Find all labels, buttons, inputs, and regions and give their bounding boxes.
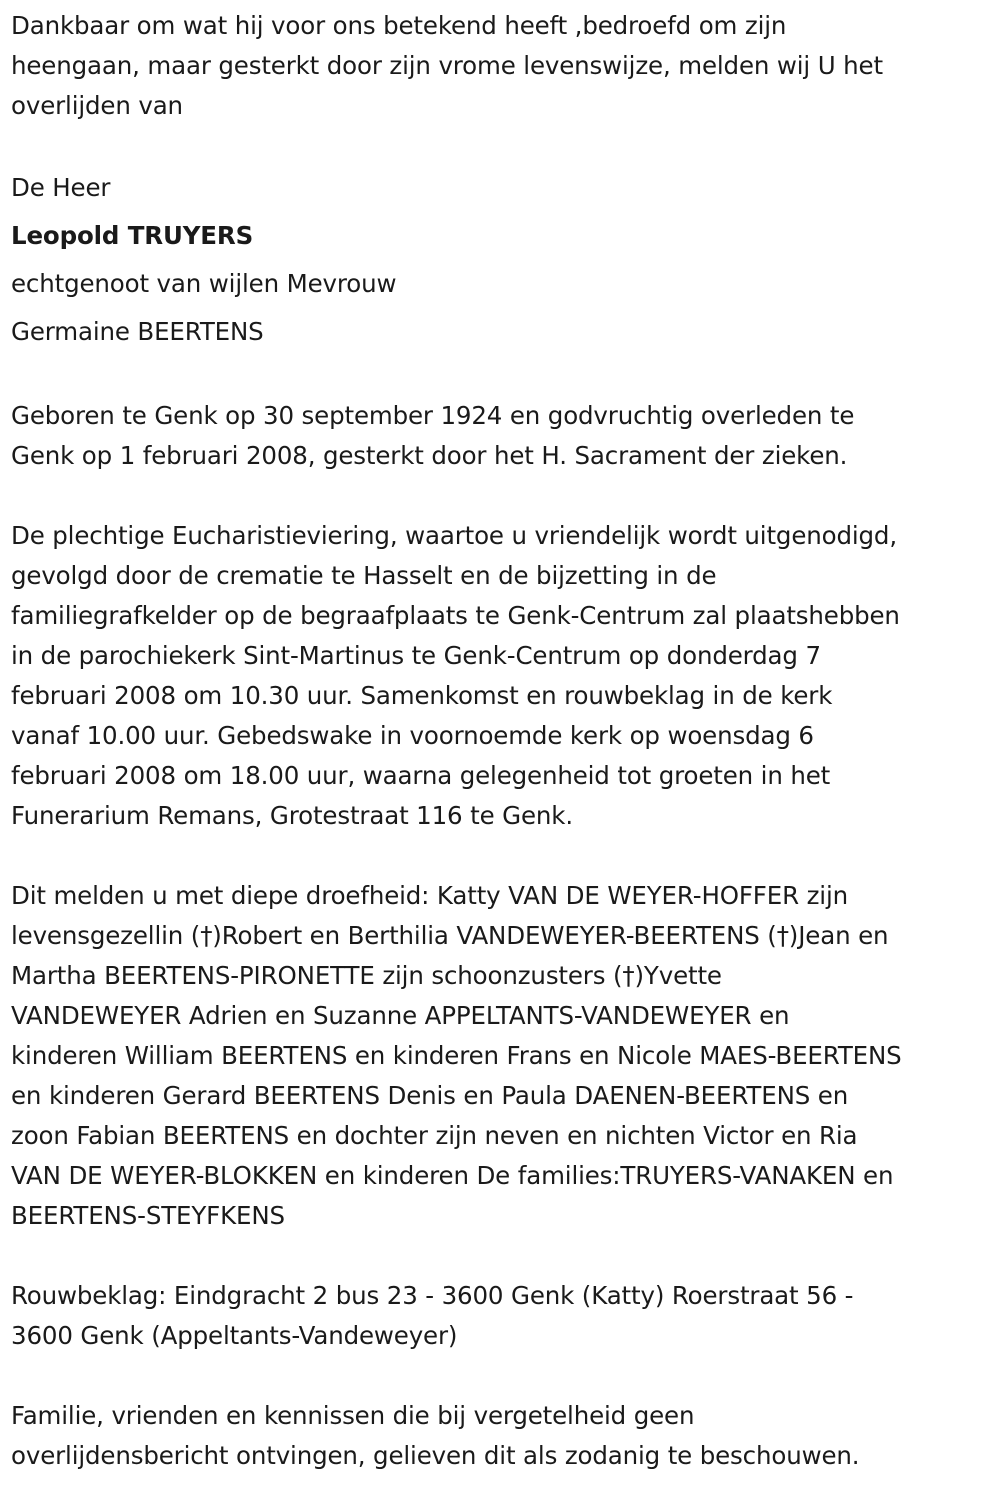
family-line: Dit melden u met diepe droefheid: Katty VAN DE WEYER-HOFFER zijn [11,881,848,910]
ceremony-line: in de parochiekerk Sint-Martinus te Genk-Centrum op donderdag 7 [11,641,821,670]
family-line: VAN DE WEYER-BLOKKEN en kinderen De families:TRUYERS-VANAKEN en [11,1161,894,1190]
family-line: Martha BEERTENS-PIRONETTE zijn schoonzusters (†)Yvette [11,961,722,990]
intro-line: overlijden van [11,91,183,120]
ceremony-line: vanaf 10.00 uur. Gebedswake in voornoemde kerk op woensdag 6 [11,721,814,750]
ceremony-line: februari 2008 om 18.00 uur, waarna gelegenheid tot groeten in het [11,761,831,790]
family-line: BEERTENS-STEYFKENS [11,1201,285,1230]
spouse-line: echtgenoot van wijlen Mevrouw [11,269,397,298]
closing-line: Familie, vrienden en kennissen die bij vergetelheid geen [11,1401,695,1430]
birth-death-line: Geboren te Genk op 30 september 1924 en godvruchtig overleden te [11,401,855,430]
ceremony-paragraph [11,516,989,836]
condolences-line: Rouwbeklag: Eindgracht 2 bus 23 - 3600 Genk (Katty) Roerstraat 56 - [11,1281,854,1310]
family-paragraph [11,876,989,1236]
deceased-block [11,164,989,356]
ceremony-line: februari 2008 om 10.30 uur. Samenkomst en rouwbeklag in de kerk [11,681,833,710]
family-line: levensgezellin (†)Robert en Berthilia VANDEWEYER-BEERTENS (†)Jean en [11,921,889,950]
spouse-name: Germaine BEERTENS [11,317,264,346]
intro-line: heengaan, maar gesterkt door zijn vrome levenswijze, melden wij U het [11,51,883,80]
closing-paragraph [11,1396,989,1476]
family-line: en kinderen Gerard BEERTENS Denis en Paula DAENEN-BEERTENS en [11,1081,849,1110]
condolences-line: 3600 Genk (Appeltants-Vandeweyer) [11,1321,458,1350]
deceased-title: De Heer [11,173,111,202]
ceremony-line: gevolgd door de crematie te Hasselt en de bijzetting in de [11,561,717,590]
intro-line: Dankbaar om wat hij voor ons betekend heeft ,bedroefd om zijn [11,11,787,40]
birth-death-paragraph [11,396,989,476]
family-line: VANDEWEYER Adrien en Suzanne APPELTANTS-VANDEWEYER en [11,1001,790,1030]
family-line: zoon Fabian BEERTENS en dochter zijn neven en nichten Victor en Ria [11,1121,858,1150]
ceremony-line: De plechtige Eucharistieviering, waartoe u vriendelijk wordt uitgenodigd, [11,521,897,550]
intro-paragraph [11,6,989,126]
closing-line: overlijdensbericht ontvingen, gelieven dit als zodanig te beschouwen. [11,1441,860,1470]
condolences-paragraph [11,1276,989,1356]
ceremony-line: Funerarium Remans, Grotestraat 116 te Genk. [11,801,573,830]
ceremony-line: familiegrafkelder op de begraafplaats te Genk-Centrum zal plaatshebben [11,601,900,630]
family-line: kinderen William BEERTENS en kinderen Frans en Nicole MAES-BEERTENS [11,1041,902,1070]
deceased-name: Leopold TRUYERS [11,221,254,250]
birth-death-line: Genk op 1 februari 2008, gesterkt door het H. Sacrament der zieken. [11,441,848,470]
